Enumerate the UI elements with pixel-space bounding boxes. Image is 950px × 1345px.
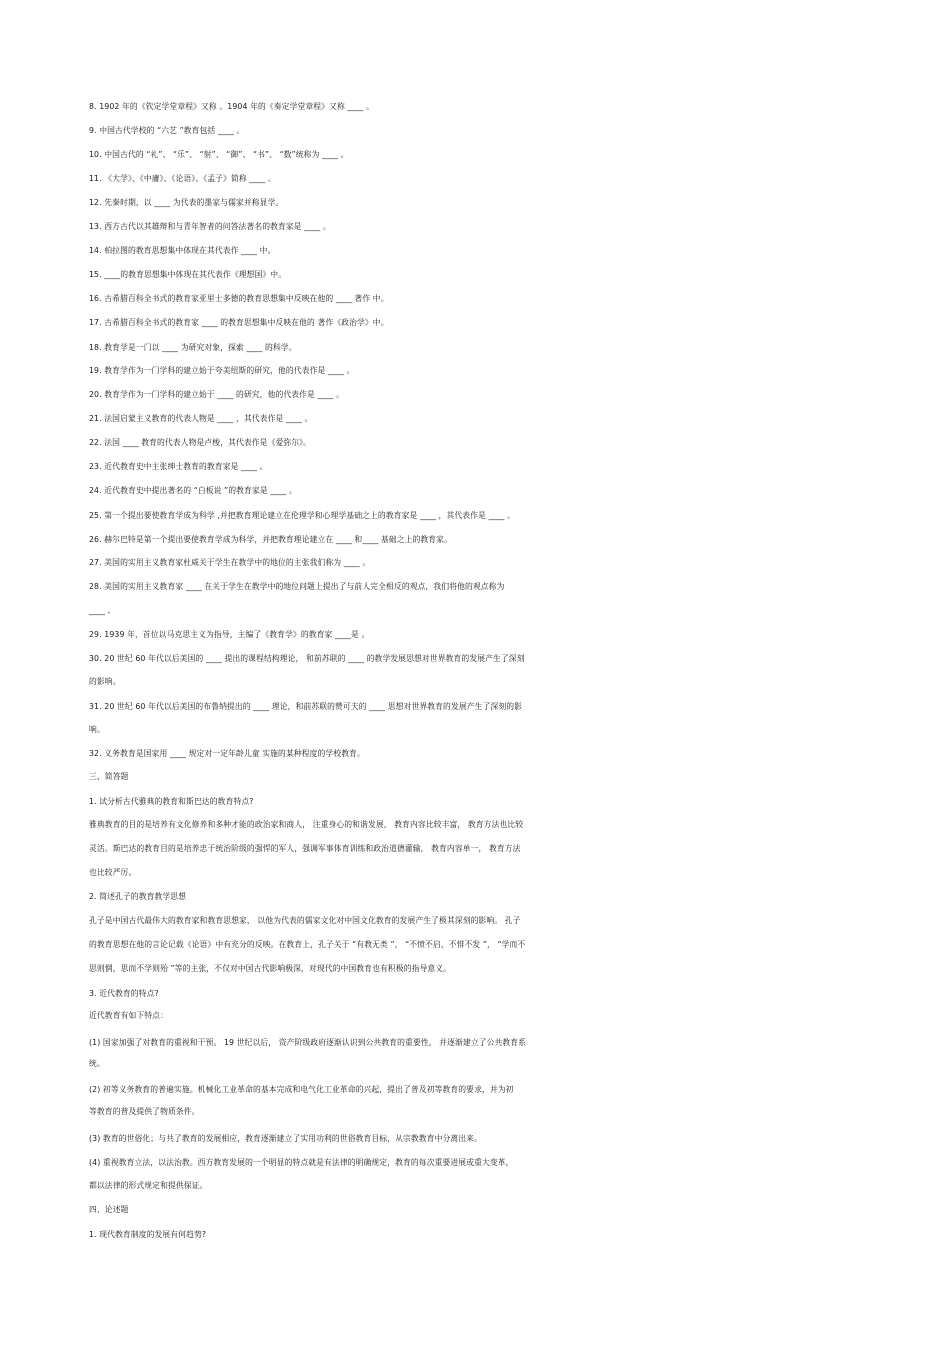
question-14: 14. 柏拉图的教育思想集中体现在其代表作 ____ 中。: [89, 246, 276, 255]
question-13: 13. 西方古代以其雄辩和与青年智者的问答法著名的教育家是 ____ 。: [89, 222, 331, 231]
short-question-2: 2. 简述孔子的教育教学思想: [89, 892, 187, 901]
answer-3-point-2: (2) 初等义务教育的普遍实施。机械化工业革命的基本完成和电气化工业革命的兴起，提出了普及初等教育的要求，并为初: [89, 1085, 514, 1094]
question-31: 31. 20 世纪 60 年代以后美国的布鲁纳提出的 ____ 理论，和前苏联的赞可夫的 ____ 思想对世界教育的发展产生了深刻的影: [89, 702, 523, 711]
question-19: 19. 教育学作为一门学科的建立始于夸美纽斯的研究，他的代表作是 ____ 。: [89, 366, 355, 375]
question-27: 27. 美国的实用主义教育家杜威关于学生在教学中的地位的主张我们称为 ____ 。: [89, 558, 371, 567]
question-32: 32. 义务教育是国家用 ____ 规定对一定年龄儿童 实施的某种程度的学校教育。: [89, 749, 365, 758]
question-26: 26. 赫尔巴特是第一个提出要使教育学成为科学，并把教育理论建立在 ____ 和____ 基础之上的教育家。: [89, 535, 452, 544]
question-8: 8. 1902 年的《钦定学堂章程》又称 。1904 年的《奏定学堂章程》又称 ____ 。: [89, 102, 374, 111]
answer-2-line-1: 孔子是中国古代最伟大的教育家和教育思想家， 以他为代表的儒家文化对中国文化教育的发展产生了极其深刻的影响。 孔子: [89, 916, 521, 925]
question-22: 22. 法国 ____ 教育的代表人物是卢梭，其代表作是《爱弥尔》。: [89, 438, 312, 447]
short-question-1: 1. 试分析古代雅典的教育和斯巴达的教育特点?: [89, 797, 254, 806]
question-30-cont: 的影响。: [89, 677, 121, 686]
question-29: 29. 1939 年，首位以马克思主义为指导，主编了《教育学》的教育家 ____是 。: [89, 630, 370, 639]
answer-3-point-4-cont: 都以法律的形式规定和提供保证。: [89, 1181, 208, 1190]
question-30: 30. 20 世纪 60 年代以后美国的 ____ 提出的课程结构理论， 和前苏联的 ____ 的教学发展思想对世界教育的发展产生了深刻: [89, 654, 525, 663]
question-28: 28. 美国的实用主义教育家 ____ 在关于学生在教学中的地位问题上提出了与前人完全相反的观点，我们将他的观点称为: [89, 582, 505, 591]
answer-3-intro: 近代教育有如下特点：: [89, 1011, 168, 1020]
essay-question-1: 1. 现代教育制度的发展有何趋势?: [89, 1230, 207, 1239]
section-4-heading: 四、论述题: [89, 1205, 129, 1214]
answer-3-point-1: (1) 国家加强了对教育的重视和干预。 19 世纪以后， 资产阶级政府逐渐认识到公共教育的重要性， 并逐渐建立了公共教育系: [89, 1038, 527, 1047]
answer-1-line-3: 也比较严厉。: [89, 868, 137, 877]
answer-1-line-1: 雅典教育的目的是培养有文化修养和多种才能的政治家和商人， 注重身心的和谐发展， 教育内容比较丰富， 教育方法也比较: [89, 820, 524, 829]
question-21: 21. 法国启蒙主义教育的代表人物是 ____ ，其代表作是 ____ 。: [89, 414, 313, 423]
question-31-cont: 响。: [89, 725, 105, 734]
answer-3-point-4: (4) 重视教育立法，以法治教。西方教育发展的一个明显的特点就是有法律的明确规定，教育的每次重要进展或重大变革，: [89, 1158, 514, 1167]
question-18: 18. 教育学是一门以 ____ 为研究对象，探索 ____ 的科学。: [89, 343, 297, 352]
answer-2-line-3: 思则惘，思而不学则殆 ”等的主张，不仅对中国古代影响极深，对现代的中国教育也有积极的指导意义。: [89, 964, 452, 973]
question-15: 15. ____的教育思想集中体现在其代表作《理想国》中。: [89, 270, 287, 279]
short-question-3: 3. 近代教育的特点?: [89, 989, 159, 998]
answer-3-point-2-cont: 等教育的普及提供了物质条件。: [89, 1107, 200, 1116]
question-24: 24. 近代教育史中提出著名的 “白板说 ”的教育家是 ____ 。: [89, 486, 297, 495]
question-20: 20. 教育学作为一门学科的建立始于 ____ 的研究，他的代表作是 ____ 。: [89, 390, 344, 399]
question-10: 10. 中国古代的 “礼”、 “乐”、 “射”、 “御”、 “书”、 “数”统称为 ____ 。: [89, 150, 349, 159]
answer-3-point-3: (3) 教育的世俗化；与共了教育的发展相应，教育逐渐建立了实用功利的世俗教育目标，从宗教教育中分离出来。: [89, 1134, 482, 1143]
question-23: 23. 近代教育史中主张绅士教育的教育家是 ____ 。: [89, 462, 268, 471]
question-25: 25. 第一个提出要使教育学成为科学 ,并把教育理论建立在伦理学和心理学基础之上的教育家是 ____ ，其代表作是 ____ 。: [89, 511, 515, 520]
question-12: 12. 先秦时期，以 ____ 为代表的墨家与儒家并称显学。: [89, 198, 284, 207]
question-16: 16. 古希腊百科全书式的教育家亚里士多德的教育思想集中反映在他的 ____ 著作 中。: [89, 294, 389, 303]
question-9: 9. 中国古代学校的 “六艺 ”教育包括 ____ 。: [89, 126, 245, 135]
question-28-cont: ____ 。: [89, 606, 116, 615]
section-3-heading: 三、简答题: [89, 772, 129, 781]
answer-1-line-2: 灵活。斯巴达的教育目的是培养忠于统治阶级的强悍的军人，强调军事体育训练和政治道德灌输， 教育内容单一， 教育方法: [89, 844, 521, 853]
question-11: 11. 《大学》、《中庸》、《论语》、《孟子》简称 ____ 。: [89, 174, 276, 183]
answer-3-point-1-cont: 统。: [89, 1059, 105, 1068]
answer-2-line-2: 的教育思想在他的言论记载《论语》中有充分的反映。在教育上，孔子关于 “有教无类 ”， “不愤不启，不悱不发 ”， “学而不: [89, 940, 526, 949]
question-17: 17. 古希腊百科全书式的教育家 ____ 的教育思想集中反映在他的 著作《政治学》中。: [89, 318, 389, 327]
